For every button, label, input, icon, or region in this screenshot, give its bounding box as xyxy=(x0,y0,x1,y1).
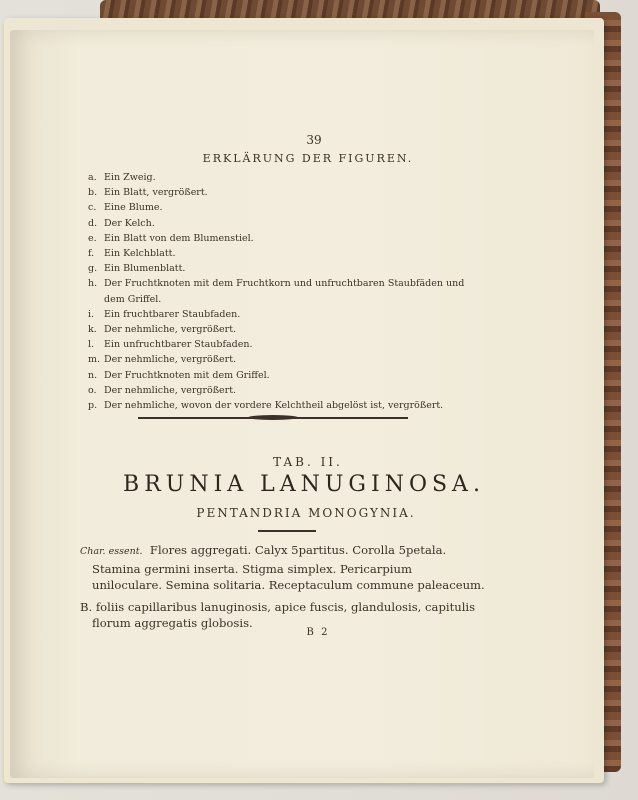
figure-text: Der nehmliche, wovon der vordere Kelchtheil abgelöst ist, vergrößert. xyxy=(104,400,444,412)
figure-letter: c. xyxy=(88,202,97,214)
figure-text: Ein Blumenblatt. xyxy=(104,263,186,275)
figure-text: Der Fruchtknoten mit dem Fruchtkorn und unfruchtbaren Staubfäden und dem Griffel. xyxy=(104,278,465,305)
figure-letter: i. xyxy=(88,308,95,320)
figure-text: Ein Zweig. xyxy=(104,172,156,183)
figure-legend-item xyxy=(88,216,488,231)
figure-text: Der nehmliche, vergrößert. xyxy=(104,354,237,366)
figure-legend-item xyxy=(88,185,488,200)
figure-letter: m. xyxy=(88,354,101,366)
figure-letter: d. xyxy=(88,217,98,229)
figure-legend-item xyxy=(88,170,488,185)
figure-letter: n. xyxy=(88,369,98,381)
figure-legend-item xyxy=(88,398,488,413)
figure-letter: o. xyxy=(88,384,97,396)
page-number: 39 xyxy=(306,133,322,147)
short-divider xyxy=(258,530,316,532)
figure-legend-item xyxy=(88,383,488,398)
essential-character-label: Char. essent. xyxy=(80,546,143,557)
figure-text: Der Fruchtknoten mit dem Griffel. xyxy=(104,369,270,381)
species-name: BRUNIA LANUGINOSA. xyxy=(123,472,485,497)
figure-legend-list xyxy=(88,170,488,413)
plate-number: TAB. II. xyxy=(273,455,343,469)
figure-legend-item xyxy=(88,352,488,367)
figure-text: Eine Blume. xyxy=(104,202,163,214)
figure-letter: e. xyxy=(88,232,97,244)
figure-letter: k. xyxy=(88,324,97,336)
ornamental-rule-center xyxy=(248,415,298,420)
linnaean-class: PENTANDRIA MONOGYNIA. xyxy=(196,506,416,520)
figure-text: Ein Blatt von dem Blumenstiel. xyxy=(104,232,254,244)
figure-text: Ein Kelchblatt. xyxy=(104,248,176,260)
figure-letter: a. xyxy=(88,172,97,183)
book-page xyxy=(10,30,594,778)
figure-legend-item xyxy=(88,246,488,261)
figure-legend-item xyxy=(88,200,488,215)
figure-letter: h. xyxy=(88,278,98,290)
species-description: B. foliis capillaribus lanuginosis, apice fuscis, glandulosis, capitulis florum aggregatis globosis. xyxy=(80,599,476,630)
figure-letter: p. xyxy=(88,400,98,412)
figure-text: Ein Blatt, vergrößert. xyxy=(104,187,208,199)
figure-text: Ein fruchtbarer Staubfaden. xyxy=(104,308,241,320)
figure-text: Der Kelch. xyxy=(104,217,155,229)
figure-letter: g. xyxy=(88,263,98,275)
figure-letter: l. xyxy=(88,339,95,351)
figure-explanation-heading: ERKLÄRUNG DER FIGUREN. xyxy=(202,152,414,165)
figure-text: Der nehmliche, vergrößert. xyxy=(104,324,237,336)
figure-legend-item xyxy=(88,276,488,306)
figure-legend-item xyxy=(88,322,488,337)
figure-legend-item xyxy=(88,261,488,276)
figure-letter: b. xyxy=(88,187,98,199)
figure-text: Der nehmliche, vergrößert. xyxy=(104,384,237,396)
figure-legend-item xyxy=(88,307,488,322)
figure-legend-item xyxy=(88,337,488,352)
figure-legend-item xyxy=(88,231,488,246)
essential-character-text: Flores aggregati. Calyx 5partitus. Corolla 5petala. Stamina germini inserta. Stigma simplex. Pericarpium uniloculare. Semina solitaria. Receptaculum commune paleaceum. xyxy=(92,543,485,592)
essential-character xyxy=(80,542,485,594)
figure-text: Ein unfruchtbarer Staubfaden. xyxy=(104,339,253,351)
figure-legend-item xyxy=(88,368,488,383)
printer-signature: B 2 xyxy=(306,627,330,638)
description-block xyxy=(80,542,485,637)
figure-letter: f. xyxy=(88,248,95,260)
